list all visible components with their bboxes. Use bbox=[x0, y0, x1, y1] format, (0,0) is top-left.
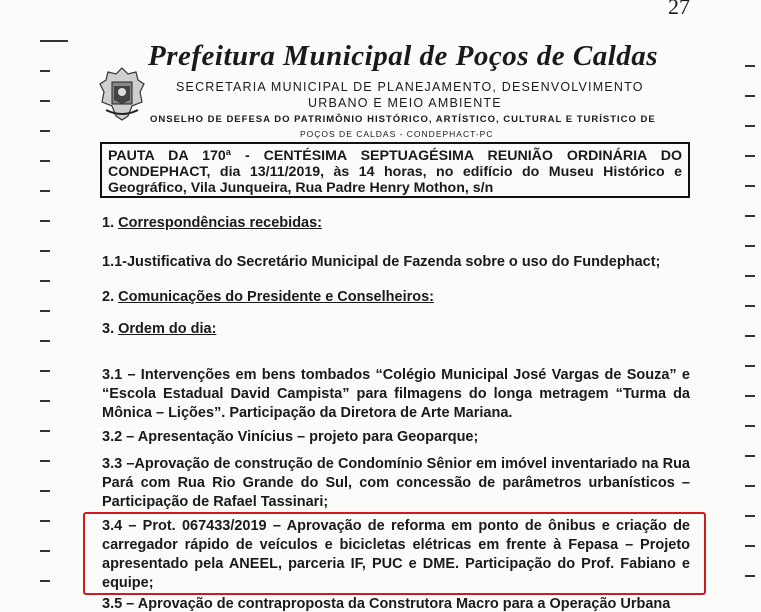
margin-mark bbox=[40, 370, 50, 372]
margin-mark bbox=[745, 515, 755, 517]
section-number: 3. bbox=[102, 321, 115, 337]
margin-mark bbox=[745, 485, 755, 487]
margin-mark bbox=[745, 305, 755, 307]
item-1-1: 1.1-Justificativa do Secretário Municipal de Fazenda sobre o uso do Fundephact; bbox=[102, 254, 661, 270]
margin-mark bbox=[40, 70, 50, 72]
margin-mark bbox=[40, 190, 50, 192]
council-acronym: POÇOS DE CALDAS - CONDEPHACT-PC bbox=[300, 129, 494, 139]
section-title: Comunicações do Presidente e Conselheiros: bbox=[118, 289, 434, 305]
margin-mark bbox=[40, 460, 50, 462]
margin-mark bbox=[40, 430, 50, 432]
section-number: 2. bbox=[102, 289, 115, 305]
council-name: ONSELHO DE DEFESA DO PATRIMÔNIO HISTÓRICO, ARTÍSTICO, CULTURAL E TURÍSTICO DE bbox=[150, 114, 656, 125]
margin-mark bbox=[40, 310, 50, 312]
coat-of-arms-seal bbox=[98, 66, 146, 122]
margin-mark bbox=[40, 130, 50, 132]
margin-mark bbox=[40, 550, 50, 552]
section-title: Correspondências recebidas: bbox=[118, 215, 323, 231]
margin-mark bbox=[40, 400, 50, 402]
margin-mark bbox=[40, 340, 50, 342]
margin-mark bbox=[745, 365, 755, 367]
margin-mark bbox=[40, 250, 50, 252]
margin-mark bbox=[745, 185, 755, 187]
margin-mark bbox=[40, 580, 50, 582]
item-3-2: 3.2 – Apresentação Vinícius – projeto para Geoparque; bbox=[102, 429, 479, 445]
margin-mark bbox=[40, 40, 68, 42]
header-line-2: URBANO E MEIO AMBIENTE bbox=[308, 96, 502, 110]
margin-mark bbox=[745, 335, 755, 337]
margin-mark bbox=[40, 100, 50, 102]
margin-mark bbox=[40, 220, 50, 222]
margin-mark bbox=[745, 425, 755, 427]
page-number: 27 bbox=[668, 0, 690, 19]
section-2-heading bbox=[102, 288, 690, 307]
margin-mark bbox=[745, 575, 755, 577]
section-number: 1. bbox=[102, 215, 115, 231]
header-title: Prefeitura Municipal de Poços de Caldas bbox=[148, 40, 659, 72]
margin-mark bbox=[745, 455, 755, 457]
margin-mark bbox=[745, 65, 755, 67]
margin-mark bbox=[745, 275, 755, 277]
item-3-4: 3.4 – Prot. 067433/2019 – Aprovação de reforma em ponto de ônibus e criação de carregador rápido de veículos e bicicletas elétricas em frente à Fepasa – Projeto apresentado pela ANEEL, parceria IF, PUC e DME. Participação do Prof. Fabiano e equipe; bbox=[102, 518, 690, 591]
margin-mark bbox=[745, 545, 755, 547]
meeting-agenda-title: PAUTA DA 170ª - CENTÉSIMA SEPTUAGÉSIMA REUNIÃO ORDINÁRIA DO CONDEPHACT, dia 13/11/2019, às 14 horas, no edifício do Museu Histórico e Geográfico, Vila Junqueira, Rua Padre Henry Mothon, s/n bbox=[100, 142, 690, 198]
margin-mark bbox=[745, 245, 755, 247]
margin-mark bbox=[745, 215, 755, 217]
margin-mark bbox=[745, 95, 755, 97]
header-line-1: SECRETARIA MUNICIPAL DE PLANEJAMENTO, DESENVOLVIMENTO bbox=[176, 80, 644, 94]
margin-mark bbox=[40, 280, 50, 282]
section-1-heading bbox=[102, 214, 690, 233]
margin-mark bbox=[745, 155, 755, 157]
section-3-heading bbox=[102, 320, 690, 339]
margin-mark bbox=[40, 490, 50, 492]
item-3-5: 3.5 – Aprovação de contraproposta da Construtora Macro para a Operação Urbana bbox=[102, 596, 671, 612]
section-title: Ordem do dia: bbox=[118, 321, 217, 337]
item-3-1: 3.1 – Intervenções em bens tombados “Colégio Municipal José Vargas de Souza” e “Escola Estadual David Campista” para filmagens do longa metragem “Turma da Mônica – Lições”. Participação da Diretora de Arte Mariana. bbox=[102, 367, 690, 421]
margin-mark bbox=[40, 160, 50, 162]
margin-mark bbox=[40, 520, 50, 522]
margin-mark bbox=[745, 395, 755, 397]
item-3-3: 3.3 –Aprovação de construção de Condomínio Sênior em imóvel inventariado na Rua Pará com Rua Rio Grande do Sul, com concessão de parâmetros urbanísticos – Participação de Rafael Tassinari; bbox=[102, 456, 690, 510]
margin-mark bbox=[745, 125, 755, 127]
